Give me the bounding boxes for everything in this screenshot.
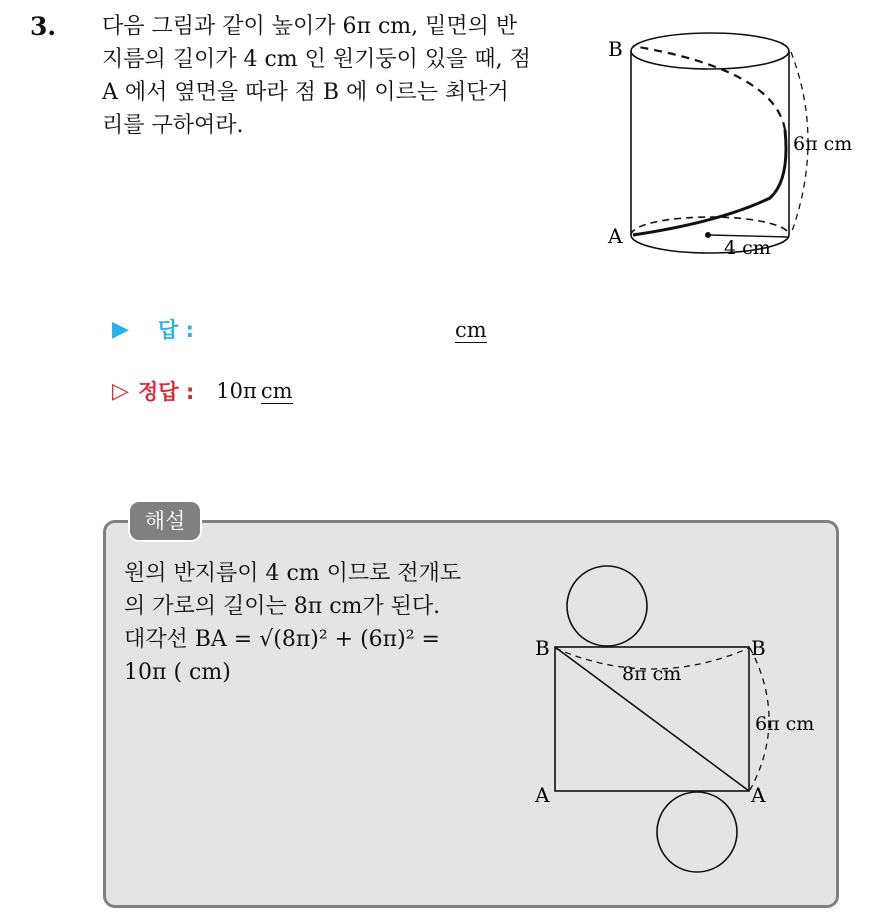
explanation-line: 10π ( cm) [124,660,231,685]
cylinder-figure [600,30,870,270]
correct-marker-icon: ▷ [112,378,129,404]
correct-answer-row [112,376,293,406]
explanation-tag: 해설 [128,500,202,542]
label-b: B [608,37,623,61]
net-label-b-right: B [751,636,766,660]
net-label-a-left: A [535,783,550,807]
explanation-line: 의 가로의 길이는 8π cm가 된다. [124,594,441,619]
answer-label: 답 : [158,318,194,342]
problem-line: 리를 구하여라. [102,113,244,138]
explanation-line: 원의 반지름이 4 cm 이므로 전개도 [124,561,462,586]
answer-unit: cm [455,318,487,342]
net-label-b-left: B [535,636,550,660]
net-width-label: 8π cm [622,663,682,685]
radius-label: 4 cm [724,237,771,259]
height-label: 6π cm [793,133,853,155]
problem-text [102,10,582,142]
problem-line: 다음 그림과 같이 높이가 6π cm, 밑면의 반 [102,14,518,39]
net-height-label: 6π cm [755,713,815,735]
problem-number: 3. [30,12,57,41]
explanation-text [124,557,524,689]
answer-row [112,314,194,344]
label-a: A [608,224,623,248]
correct-label: 정답 : [138,380,195,404]
problem-line: A 에서 옆면을 따라 점 B 에 이르는 최단거 [102,80,509,105]
problem-line: 지름의 길이가 4 cm 인 원기둥이 있을 때, 점 [102,47,531,72]
correct-unit: cm [260,378,293,403]
correct-value: 10π [216,379,257,403]
explanation-line: 대각선 BA = √(8π)² + (6π)² = [124,627,440,652]
net-figure [530,560,820,880]
answer-marker-icon: ▶ [112,316,129,342]
net-label-a-right: A [751,783,766,807]
